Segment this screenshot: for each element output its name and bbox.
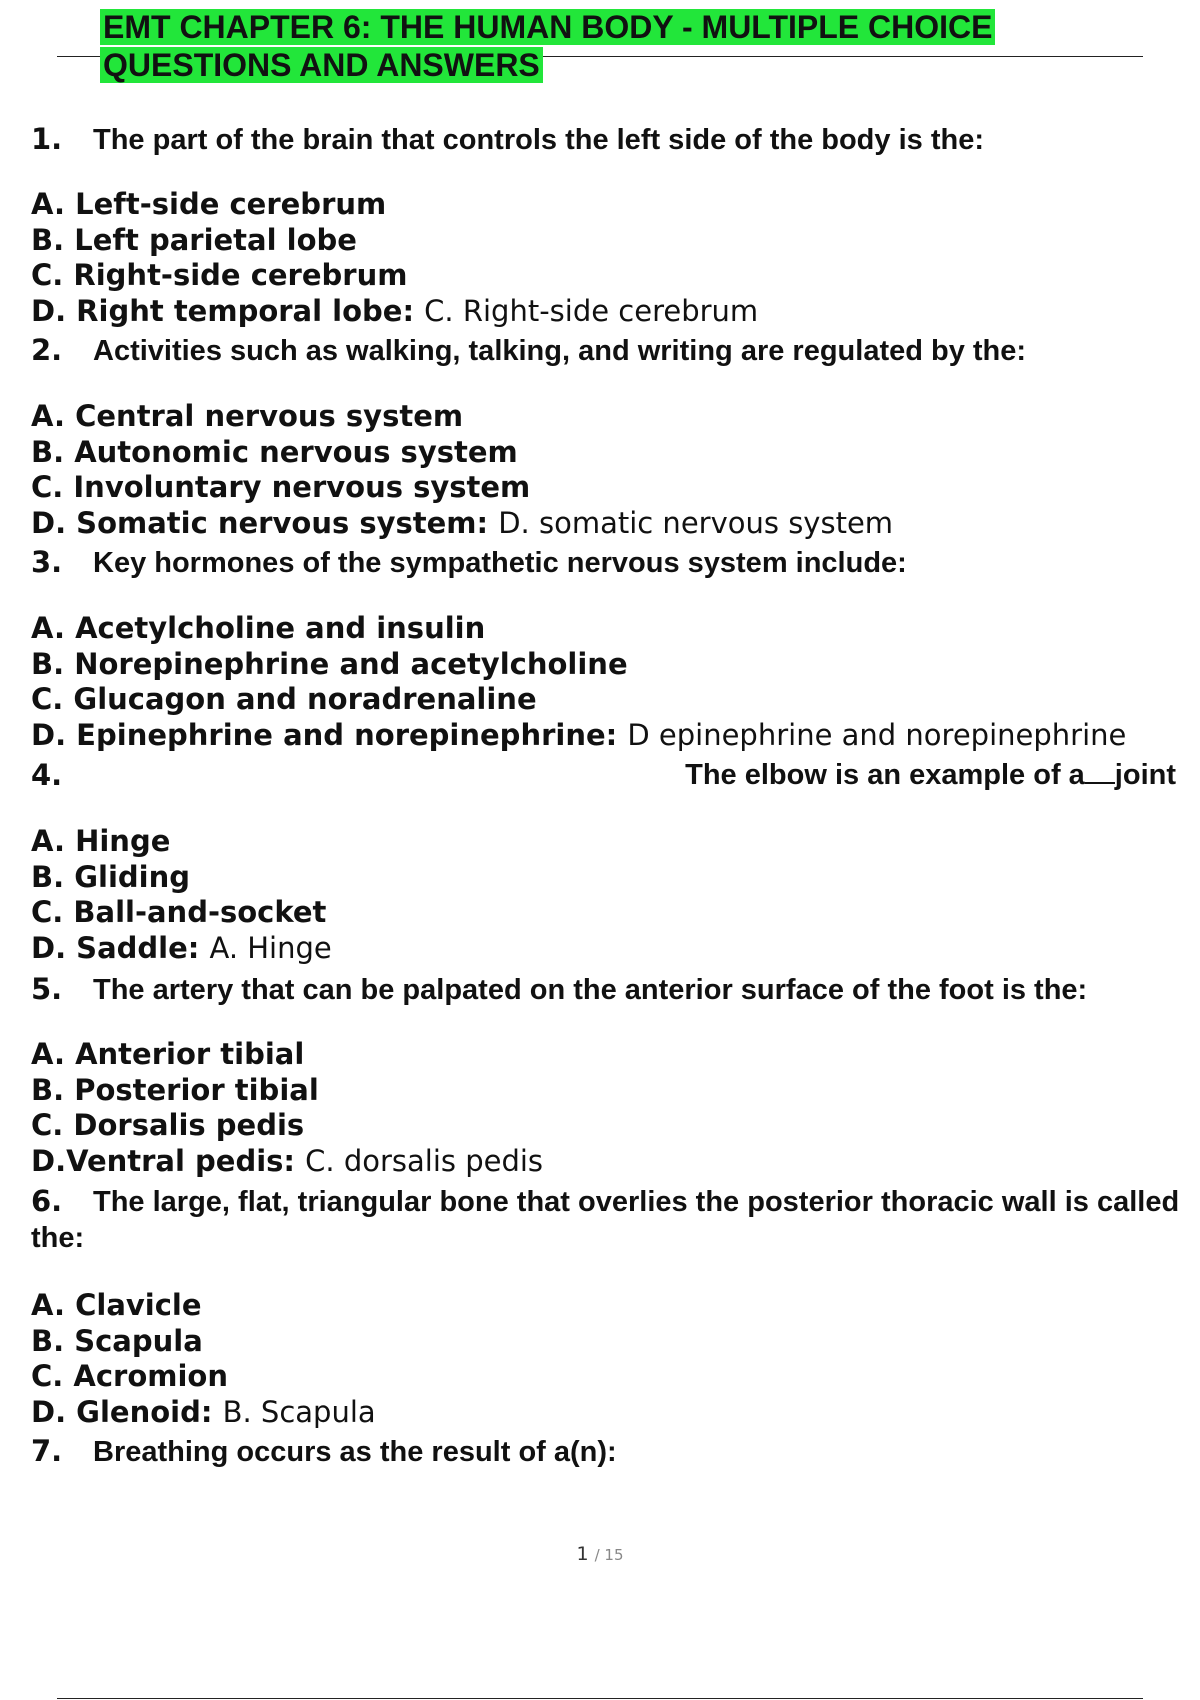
option-a: A. Acetylcholine and insulin [31,611,486,645]
title-line-2: QUESTIONS AND ANSWERS [100,47,543,83]
title-line-1: EMT CHAPTER 6: THE HUMAN BODY - MULTIPLE CHOICE [100,9,995,45]
option-d-label: D.Ventral pedis: [31,1143,296,1178]
question-number: 1. [31,122,63,156]
question-text: The artery that can be palpated on the anterior surface of the foot is the: [93,974,1088,1006]
option-d [31,931,332,967]
option-d [31,294,758,330]
option-d-label: D. Glenoid: [31,1394,213,1429]
question-number: 4. [31,758,63,792]
question-2-options [31,399,893,541]
fill-in-blank [1085,782,1115,784]
option-d-label: D. Somatic nervous system: [31,505,489,540]
option-c: C. Glucagon and noradrenaline [31,682,537,716]
option-d [31,506,893,542]
option-a: A. Central nervous system [31,399,464,433]
question-text-before: The elbow is an example of a [685,759,1085,791]
question-number: 3. [31,545,63,579]
question-text [685,757,1176,793]
option-c: C. Ball-and-socket [31,895,327,929]
option-a: A. Anterior tibial [31,1037,305,1071]
question-3 [31,544,907,581]
option-b: B. Gliding [31,859,191,894]
answer-text: D epinephrine and norepinephrine [627,717,1127,752]
question-7 [31,1433,617,1470]
option-d-label: D. Right temporal lobe: [31,293,415,328]
question-5 [31,971,1087,1008]
question-text: The part of the brain that controls the left side of the body is the: [93,124,984,156]
answer-text: C. Right-side cerebrum [424,293,759,328]
option-c: C. Right-side cerebrum [31,258,408,292]
question-2 [31,332,1026,369]
option-d-label: D. Saddle: [31,930,200,965]
page-indicator [0,1543,1200,1565]
question-5-options [31,1037,543,1179]
answer-text: A. Hinge [209,930,332,965]
total-pages: / 15 [594,1546,624,1564]
question-text: Activities such as walking, talking, and writing are regulated by the: [93,335,1027,367]
document-title [100,8,1060,84]
current-page: 1 [576,1543,589,1565]
option-d-label: D. Epinephrine and norepinephrine: [31,717,618,752]
question-1-options [31,187,758,329]
option-a: A. Clavicle [31,1288,202,1322]
answer-text: B. Scapula [222,1394,376,1429]
option-d [31,718,1126,754]
option-b: B. Posterior tibial [31,1072,319,1107]
question-number: 7. [31,1434,63,1468]
question-4 [31,757,1176,793]
option-b: B. Autonomic nervous system [31,434,518,469]
option-b: B. Left parietal lobe [31,222,357,257]
question-4-options [31,824,332,966]
question-number: 2. [31,333,63,367]
option-d [31,1395,376,1431]
option-c: C. Involuntary nervous system [31,470,531,504]
option-c: C. Acromion [31,1359,228,1393]
option-b: B. Scapula [31,1323,203,1358]
question-6 [31,1183,1181,1256]
question-text: The large, flat, triangular bone that overlies the posterior thoracic wall is called the: [31,1186,1180,1254]
option-c: C. Dorsalis pedis [31,1108,305,1142]
option-a: A. Left-side cerebrum [31,187,387,221]
question-1 [31,121,984,158]
question-text: Breathing occurs as the result of a(n): [93,1436,617,1468]
page-bottom-rule [57,1698,1143,1699]
option-d [31,1144,543,1180]
question-number: 6. [31,1184,63,1218]
answer-text: D. somatic nervous system [498,505,894,540]
question-text: Key hormones of the sympathetic nervous system include: [93,547,907,579]
question-number: 5. [31,972,63,1006]
question-6-options [31,1288,376,1430]
option-a: A. Hinge [31,824,171,858]
question-3-options [31,611,1126,753]
question-text-after: joint [1114,759,1176,791]
answer-text: C. dorsalis pedis [305,1143,544,1178]
option-b: B. Norepinephrine and acetylcholine [31,646,628,681]
